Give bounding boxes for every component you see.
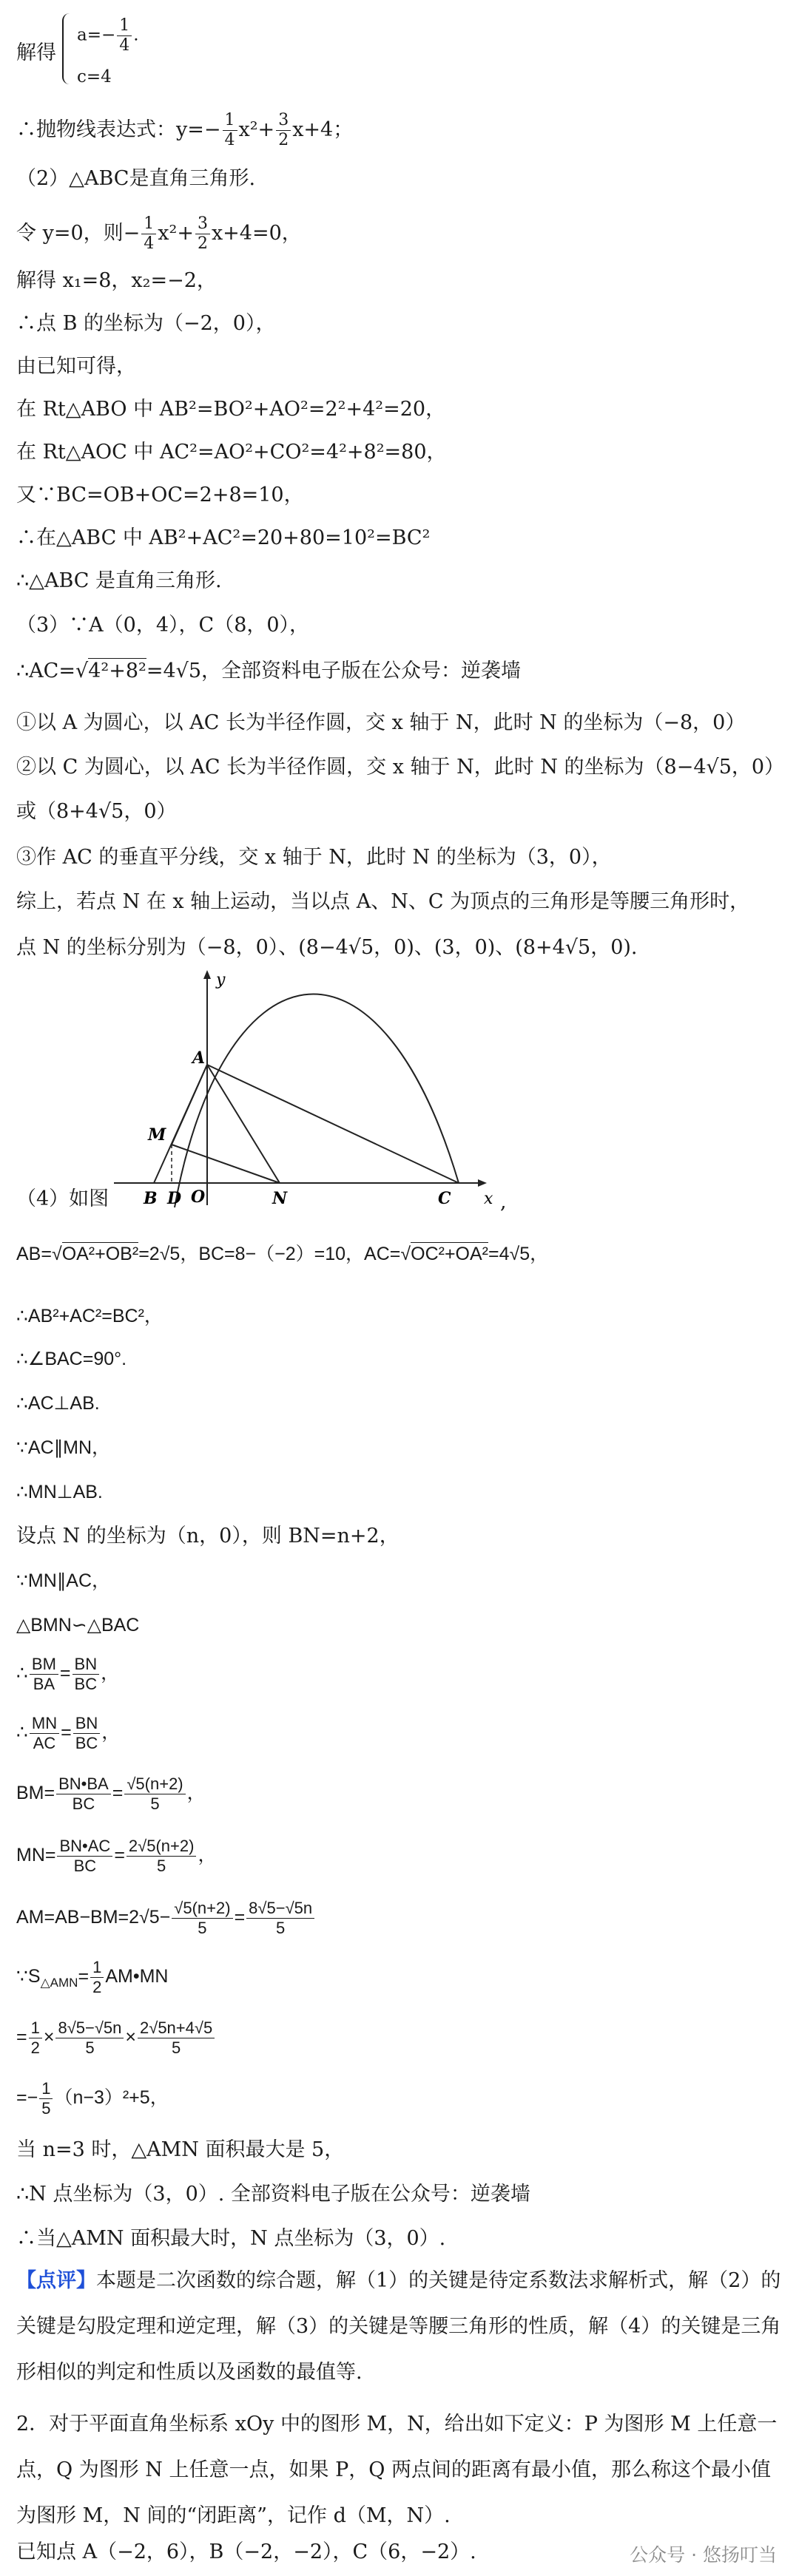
- text: 当 n=3 时，△AMN 面积最大是 5，: [16, 2138, 345, 2161]
- fraction: [246, 1899, 314, 1938]
- line-39: [16, 2135, 786, 2165]
- text: 或（8+4√5，0）: [16, 800, 177, 823]
- label-B: B: [144, 1189, 158, 1208]
- text: ，: [101, 1722, 121, 1743]
- fraction: [127, 1837, 197, 1876]
- text: ∴∠BAC=90°.: [16, 1349, 127, 1369]
- denominator: BC: [74, 1675, 98, 1693]
- text: ∴AB²+AC²=BC²，: [16, 1306, 163, 1326]
- text: ∴当△AMN 面积最大时，N 点坐标为（3，0）.: [16, 2227, 446, 2250]
- text: =4√5，全部资料电子版在公众号：逆袭墙: [146, 660, 522, 682]
- label-A: A: [192, 1048, 206, 1068]
- text: a=−: [77, 25, 116, 45]
- label-D: D: [167, 1189, 182, 1208]
- text: =2√5，BC=8−（−2）=10，AC=: [138, 1244, 401, 1264]
- line-18: [16, 843, 786, 872]
- label-O: O: [191, 1187, 206, 1207]
- text: .: [133, 25, 139, 45]
- text: ，: [101, 1663, 120, 1684]
- text: ，: [186, 1783, 206, 1804]
- sqrt-sign: √: [51, 1244, 62, 1264]
- fraction: [57, 1837, 112, 1876]
- fraction: [30, 1655, 58, 1694]
- denominator: 4: [144, 234, 155, 253]
- fraction: [195, 214, 210, 254]
- text: 又∵BC=OB+OC=2+8=10，: [16, 484, 304, 506]
- text: =4√5，: [488, 1244, 549, 1264]
- line-30: [16, 1610, 786, 1640]
- line-32: [16, 1714, 786, 1753]
- text: x+4=0，: [211, 222, 302, 245]
- text: =: [78, 1966, 90, 1987]
- fraction: [90, 1958, 104, 1997]
- denominator: 5: [157, 1857, 166, 1875]
- text: =: [61, 1722, 72, 1743]
- radicand: OA²+OB²: [61, 1244, 139, 1264]
- question-text: 2．对于平面直角坐标系 xOy 中的图形 M，N，给出如下定义：P 为图形 M 上任意一点，Q 为图形 N 上任意一点，如果 P，Q 两点间的距离有最小值，那么称这个最小值为图形 M，N 间的“闭距离”，记作 d（M，N）.: [16, 2413, 778, 2527]
- text: ②以 C 为圆心，以 AC 长为半径作圆，交 x 轴于 N，此时 N 的坐标为（8−4√5，0）: [16, 756, 785, 779]
- fraction: [30, 1714, 59, 1753]
- line-35: [16, 1899, 786, 1938]
- system-row-a: [77, 16, 786, 55]
- parabola-curve: [175, 994, 459, 1207]
- text: AM•MN: [105, 1966, 169, 1987]
- text: =: [16, 2027, 27, 2048]
- line-34: [16, 1837, 786, 1876]
- text: 设点 N 的坐标为（n，0），则 BN=n+2，: [16, 1525, 400, 1548]
- text: ∴在△ABC 中 AB²+AC²=20+80=10²=BC²: [16, 526, 431, 549]
- line-31: [16, 1655, 786, 1694]
- question-2: [16, 2402, 786, 2539]
- numerator: 2√5n+4√5: [138, 2019, 215, 2038]
- text: ∴AC=: [16, 660, 75, 682]
- fraction: [117, 16, 132, 55]
- line-28: [16, 1522, 786, 1551]
- text: =: [59, 1663, 71, 1684]
- denominator: 2: [30, 2038, 40, 2057]
- denominator: 4: [224, 131, 235, 149]
- numerator: 1: [117, 16, 132, 36]
- numerator: BN•AC: [57, 1837, 112, 1857]
- numerator: 8√5−√5n: [246, 1899, 314, 1919]
- denominator: 5: [150, 1794, 160, 1813]
- text: =: [234, 1907, 246, 1928]
- line-26: [16, 1433, 786, 1462]
- denominator: 5: [85, 2038, 95, 2057]
- text: 由已知可得，: [16, 355, 136, 378]
- figure-comma: [500, 1187, 522, 1217]
- text: ∴MN⊥AB.: [16, 1482, 103, 1502]
- numerator: 8√5−√5n: [55, 2019, 124, 2038]
- label-x: x: [484, 1190, 493, 1208]
- text: ∵AC∥MN，: [16, 1437, 111, 1458]
- denominator: BC: [75, 1734, 98, 1752]
- fraction: [223, 111, 237, 150]
- text: ×: [43, 2027, 55, 2048]
- line-2: [16, 111, 786, 150]
- text: （3）∵A（0，4），C（8，0），: [16, 614, 310, 637]
- text: x²+: [158, 222, 194, 245]
- line-29: [16, 1566, 786, 1596]
- parabola-figure: [111, 969, 496, 1213]
- denominator: BC: [73, 1857, 97, 1875]
- text: （n−3）²+5，: [54, 2087, 169, 2109]
- text: 综上，若点 N 在 x 轴上运动，当以点 A、N、C 为顶点的三角形是等腰三角形时，: [16, 890, 750, 913]
- label-y: y: [216, 971, 226, 989]
- text: ,: [500, 1190, 507, 1213]
- text: BM=: [16, 1783, 55, 1804]
- numerator: √5(n+2): [124, 1775, 185, 1794]
- fraction: [55, 2019, 124, 2058]
- numerator: 3: [195, 214, 210, 234]
- numerator: √5(n+2): [172, 1899, 232, 1919]
- text: ∵MN∥AC，: [16, 1570, 111, 1591]
- text: x+4；: [292, 118, 354, 141]
- text: c=4: [77, 67, 112, 87]
- text: ∴AC⊥AB.: [16, 1393, 100, 1414]
- numerator: BN: [73, 1714, 101, 1734]
- watermark: [630, 2541, 777, 2567]
- text: （2）△ABC是直角三角形.: [16, 167, 256, 190]
- line-17: [16, 797, 786, 827]
- text: AB=: [16, 1244, 52, 1264]
- fraction: [141, 214, 156, 254]
- fraction: [172, 1899, 232, 1938]
- label-M: M: [148, 1125, 166, 1145]
- text: ×: [125, 2027, 137, 2048]
- text: ∵S: [16, 1966, 41, 1987]
- line-4: [16, 214, 786, 254]
- label-C: C: [438, 1189, 451, 1208]
- denominator: 2: [278, 131, 289, 149]
- text: ③作 AC 的垂直平分线，交 x 轴于 N，此时 N 的坐标为（3，0），: [16, 846, 612, 869]
- brace: [62, 13, 73, 84]
- text: =: [112, 1783, 124, 1804]
- line-40: [16, 2180, 786, 2209]
- y-axis-arrow: [203, 970, 211, 979]
- line-24: [16, 1344, 786, 1374]
- watermark-text: 公众号 · 悠扬叮当: [630, 2544, 777, 2566]
- text: 令 y=0，则−: [16, 222, 141, 245]
- text: 在 Rt△ABO 中 AB²=BO²+AO²=2²+4²=20，: [16, 398, 446, 421]
- subscript: △AMN: [40, 1976, 78, 1990]
- review-text: 本题是二次函数的综合题，解（1）的关键是待定系数法求解析式，解（2）的关键是勾股定理和逆定理，解（3）的关键是等腰三角形的性质，解（4）的关键是三角形相似的判定和性质以及函数的最值等.: [16, 2269, 781, 2384]
- line-6: [16, 309, 786, 339]
- line-27: [16, 1477, 786, 1507]
- line-25: [16, 1389, 786, 1418]
- numerator: 1: [223, 111, 237, 131]
- denominator: 4: [119, 36, 130, 55]
- fraction: [73, 1655, 100, 1694]
- numerator: BM: [30, 1655, 58, 1675]
- denominator: 5: [276, 1919, 286, 1937]
- line-41: [16, 2224, 786, 2254]
- line-5: [16, 266, 786, 296]
- numerator: 1: [90, 1958, 104, 1978]
- text: MN=: [16, 1845, 56, 1866]
- numerator: 1: [141, 214, 156, 234]
- denominator: 5: [198, 1919, 207, 1937]
- line-19: [16, 887, 786, 917]
- text: x²+: [238, 118, 275, 141]
- fraction: [56, 1775, 111, 1814]
- numerator: BN: [73, 1655, 100, 1675]
- segment-MA: [172, 1065, 207, 1145]
- denominator: 2: [197, 234, 208, 253]
- text: ①以 A 为圆心，以 AC 长为半径作圆，交 x 轴于 N，此时 N 的坐标为（−8，0）: [16, 711, 746, 734]
- review-tag: 【点评】: [16, 2269, 96, 2292]
- text: 点 N 的坐标分别为（−8，0）、(8−4√5，0)、(3，0)、(8+4√5，0).: [16, 936, 638, 959]
- fraction: [39, 2079, 53, 2118]
- text: ∴: [16, 1663, 28, 1684]
- line-10: [16, 481, 786, 510]
- text: 已知点 A（−2，6），B（−2，−2），C（6，−2）.: [16, 2541, 476, 2563]
- denominator: 5: [171, 2038, 181, 2057]
- segment-MN: [172, 1145, 280, 1183]
- line-13: [16, 611, 786, 640]
- line-22: [16, 1239, 786, 1269]
- line-9: [16, 438, 786, 467]
- line-3: [16, 164, 786, 194]
- text: ∴N 点坐标为（3，0）. 全部资料电子版在公众号：逆袭墙: [16, 2183, 530, 2206]
- text: AM=AB−BM=2√5−: [16, 1907, 171, 1928]
- line-15: [16, 708, 786, 738]
- denominator: BA: [33, 1675, 55, 1693]
- fraction: [73, 1714, 101, 1753]
- denominator: 5: [41, 2099, 51, 2118]
- line-38: [16, 2079, 786, 2118]
- text: ∴: [16, 1722, 28, 1743]
- fraction: [29, 2019, 42, 2058]
- numerator: BN•BA: [56, 1775, 111, 1794]
- line-7: [16, 352, 786, 382]
- system-row-c: [77, 62, 786, 92]
- numerator: MN: [30, 1714, 59, 1734]
- text: ∴△ABC 是直角三角形.: [16, 569, 222, 592]
- segment-AC: [207, 1065, 459, 1183]
- text: △BMN∽△BAC: [16, 1615, 140, 1636]
- line-23: [16, 1301, 786, 1331]
- line-20: [16, 933, 786, 963]
- numerator: 2√5(n+2): [127, 1837, 197, 1857]
- text: 解得: [16, 41, 56, 64]
- fraction: [124, 1775, 185, 1814]
- text: （4）如图: [16, 1187, 109, 1210]
- line-8: [16, 395, 786, 424]
- line-21: [16, 1184, 786, 1214]
- line-14: [16, 657, 786, 686]
- text: ∴点 B 的坐标为（−2，0），: [16, 312, 276, 335]
- text: ，: [198, 1845, 217, 1866]
- fraction: [138, 2019, 215, 2058]
- line-11: [16, 523, 786, 553]
- radicand: OC²+OA²: [411, 1244, 488, 1264]
- text: ∴抛物线表达式：y=−: [16, 118, 221, 141]
- denominator: AC: [33, 1734, 56, 1752]
- review-paragraph: [16, 2258, 786, 2396]
- sqrt-sign: √: [400, 1244, 411, 1264]
- line-16: [16, 753, 786, 782]
- numerator: 1: [39, 2079, 53, 2099]
- sqrt-sign: √: [75, 660, 89, 682]
- line-36: [16, 1958, 786, 1998]
- numerator: 1: [29, 2019, 42, 2038]
- text: =: [114, 1845, 125, 1866]
- text: 在 Rt△AOC 中 AC²=AO²+CO²=4²+8²=80，: [16, 441, 447, 464]
- line-33: [16, 1775, 786, 1814]
- denominator: 2: [92, 1978, 102, 1996]
- label-N: N: [272, 1189, 288, 1208]
- fraction: [276, 111, 291, 150]
- radicand: 4²+8²: [88, 660, 146, 682]
- numerator: 3: [276, 111, 291, 131]
- line-37: [16, 2019, 786, 2058]
- line-12: [16, 566, 786, 596]
- denominator: BC: [72, 1794, 95, 1813]
- text: 解得 x₁=8，x₂=−2，: [16, 269, 217, 292]
- text: =−: [16, 2087, 38, 2109]
